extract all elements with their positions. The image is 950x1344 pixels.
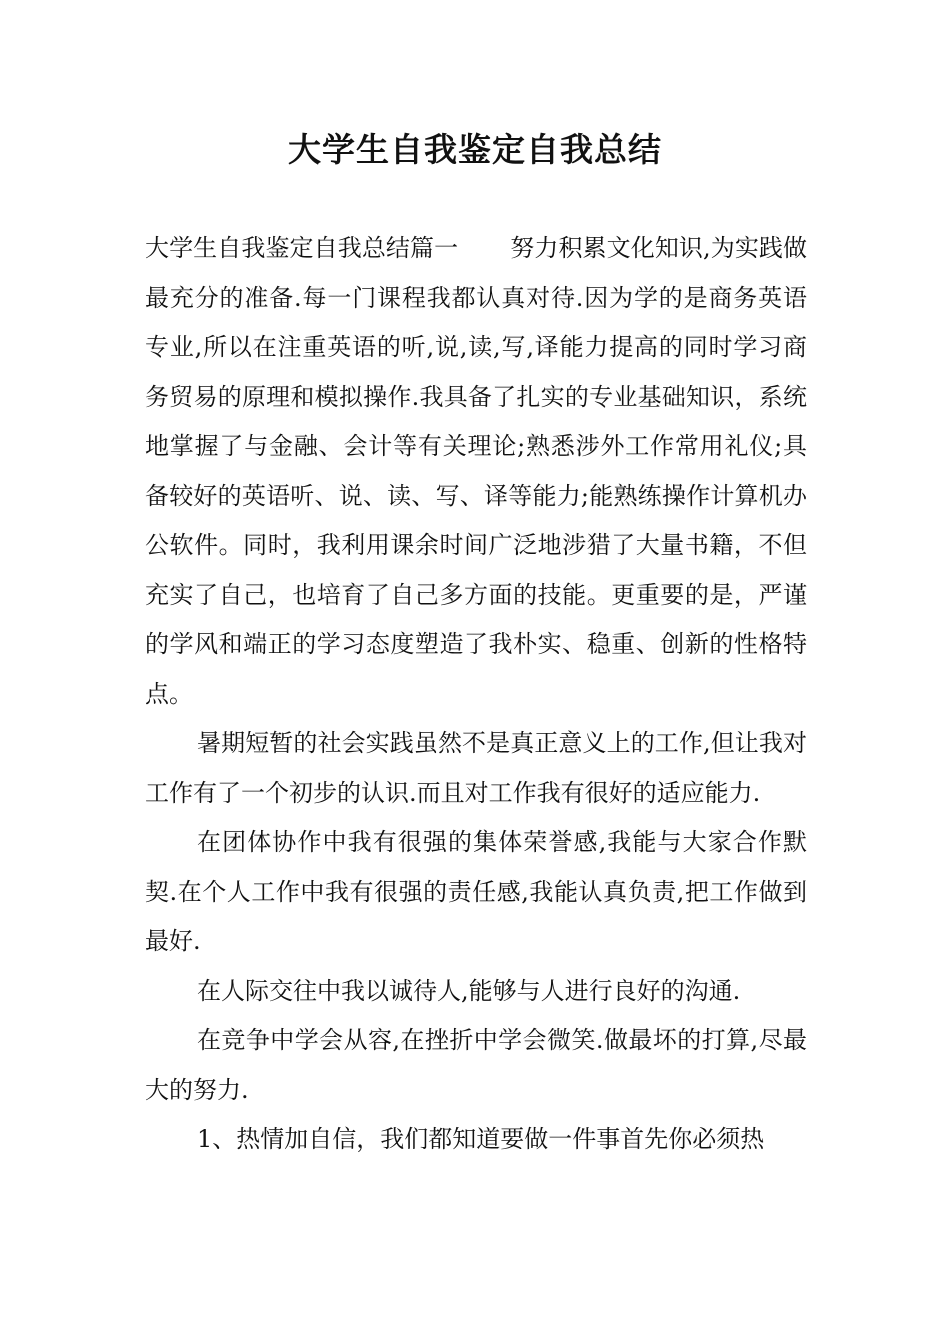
paragraph-competition: 在竞争中学会从容,在挫折中学会微笑.做最坏的打算,尽最大的努力.	[145, 1026, 807, 1104]
lead-heading: 大学生自我鉴定自我总结篇一	[145, 234, 459, 262]
paragraph-teamwork: 在团体协作中我有很强的集体荣誉感,我能与大家合作默契.在个人工作中我有很强的责任感,我能认真负责,把工作做到最好.	[145, 828, 807, 955]
paragraph-interpersonal: 在人际交往中我以诚待人,能够与人进行良好的沟通.	[197, 976, 741, 1005]
document-title: 大学生自我鉴定自我总结	[288, 130, 662, 169]
lead-text: 努力积累文化知识,为实践做最充分的准备.每一门课程我都认真对待.因为学的是商务英语专业,所以在注重英语的听,说,读,写,译能力提高的同时学习商务贸易的原理和模拟操作.我具备了扎实的专业基础知识，系统地掌握了与金融、会计等有关理论;熟悉涉外工作常用礼仪;具备较好的英语听、说、读、写、译等能力;能熟练操作计算机办公软件。同时，我利用课余时间广泛地涉猎了大量书籍，不但充实了自己，也培育了自己多方面的技能。更重要的是，严谨的学风和端正的学习态度塑造了我朴实、稳重、创新的性格特点。	[145, 234, 807, 708]
document-body	[145, 224, 807, 1165]
paragraph-practice: 暑期短暂的社会实践虽然不是真正意义上的工作,但让我对工作有了一个初步的认识.而且对工作我有很好的适应能力.	[145, 729, 807, 807]
paragraph-enthusiasm: 1、热情加自信，我们都知道要做一件事首先你必须热	[197, 1125, 765, 1153]
lead-paragraph	[145, 224, 807, 719]
